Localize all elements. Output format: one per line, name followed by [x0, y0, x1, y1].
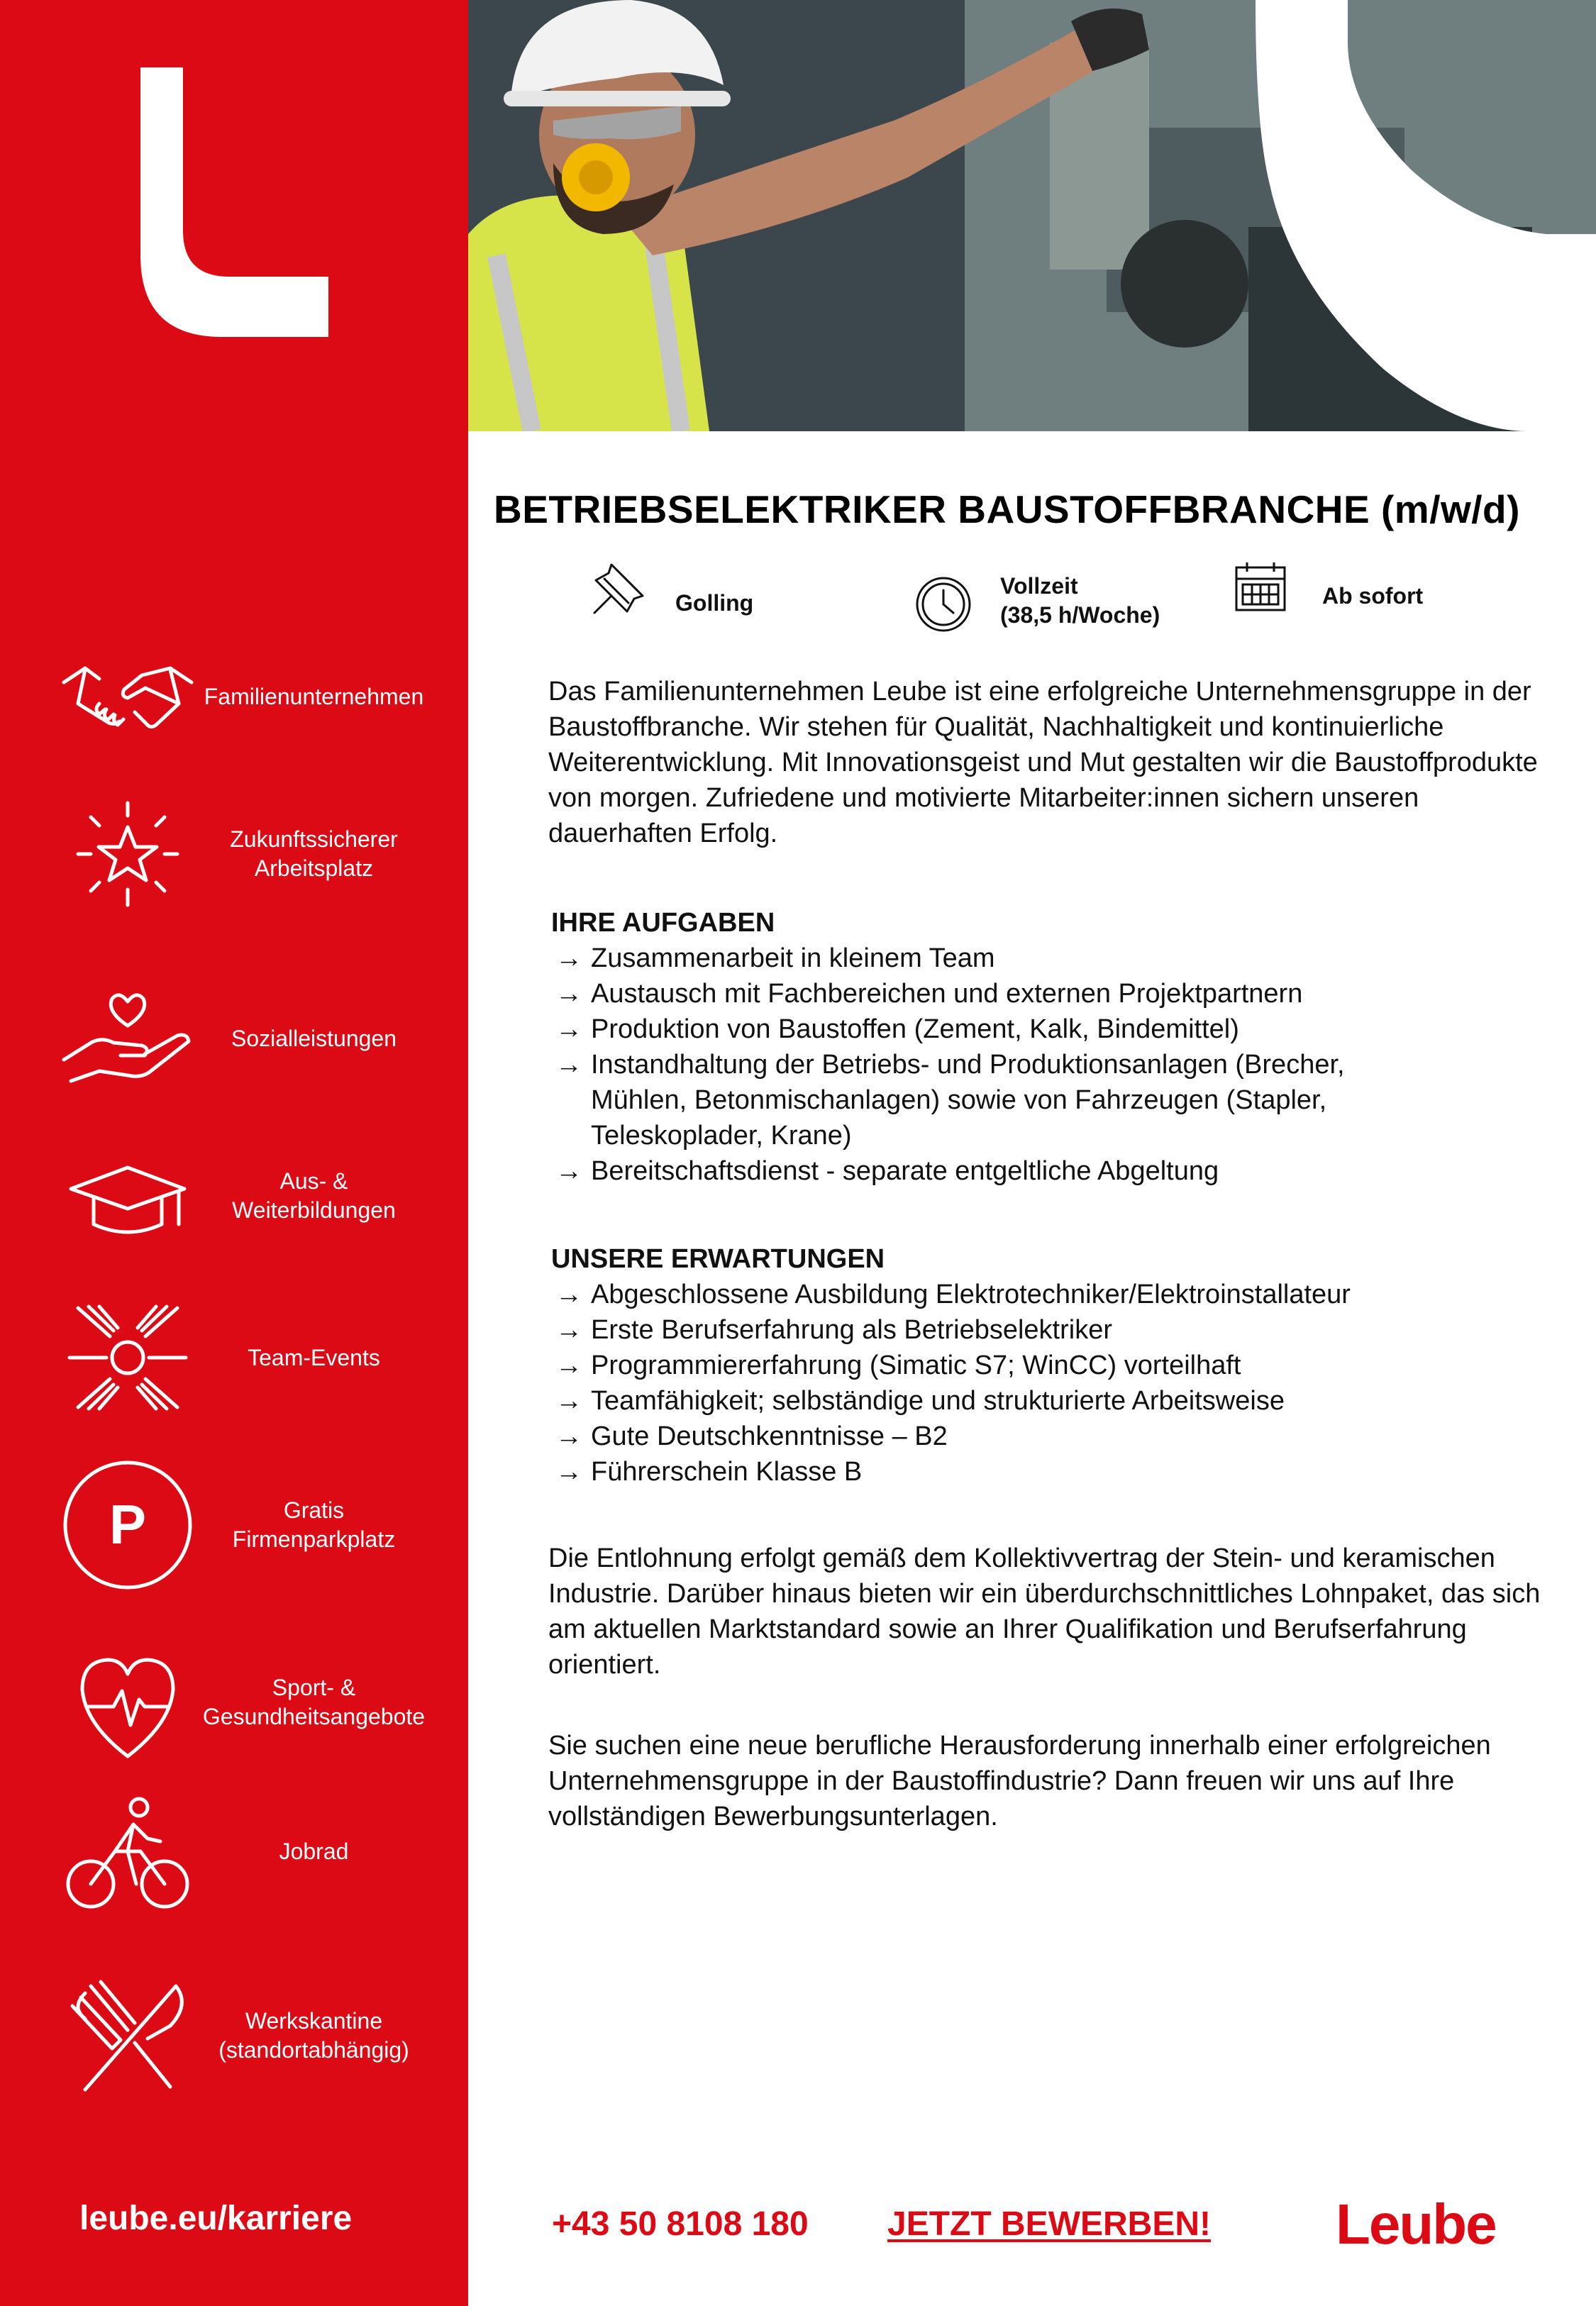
fork-knife-icon — [57, 1965, 199, 2107]
arrow-icon: → — [555, 1156, 582, 1186]
bicycle-icon — [57, 1780, 199, 1922]
arrow-icon: → — [555, 979, 582, 1009]
pushpin-icon — [590, 560, 647, 617]
benefit-label: Zukunftssicherer Arbeitsplatz — [230, 826, 398, 881]
list-item: → Austausch mit Fachbereichen und externen Projektpartnern — [551, 976, 1544, 1011]
list-item: → Abgeschlossene Ausbildung Elektrotechniker/Elektroinstallateur — [551, 1277, 1544, 1312]
benefit-label: Jobrad — [279, 1838, 349, 1864]
arrow-icon: → — [555, 1050, 582, 1080]
parking-glyph: P — [109, 1493, 147, 1556]
arrow-icon: → — [555, 1421, 582, 1451]
list-item: → Gute Deutschkenntnisse – B2 — [551, 1419, 1544, 1454]
graduation-cap-icon — [57, 1125, 199, 1267]
hours-text: Vollzeit (38,5 h/Woche) — [1000, 573, 1160, 628]
benefit-label: Aus- & Weiterbildungen — [232, 1168, 396, 1223]
list-item: → Führerschein Klasse B — [551, 1454, 1544, 1490]
intro-paragraph: Das Familienunternehmen Leube ist eine erfolgreiche Unternehmensgruppe in der Baustoffbranche. Wir stehen für Qualität, Nachhaltigkeit und kontinuierliche Weiterentwicklung. Mit Innovationsgeist und Mut gestalten wir die Baustoffprodukte von morgen. Zufriedene und motivierte Mitarbeiter:innen sichern unseren dauerhaften Erfolg. — [548, 677, 1538, 848]
list-item: → Zusammenarbeit in kleinem Team — [551, 941, 1544, 976]
list-item: → Instandhaltung der Betriebs- und Produktionsanlagen (Brecher, Mühlen, Betonmischanlagen) sowie von Fahrzeugen (Stapler, Teleskoplader, Krane) — [551, 1047, 1544, 1153]
team-hands-icon — [57, 1287, 199, 1429]
job-title: BETRIEBSELEKTRIKER BAUSTOFFBRANCHE (m/w/d) — [494, 487, 1520, 531]
tasks-heading: IHRE AUFGABEN — [551, 908, 775, 938]
list-item: → Programmiererfahrung (Simatic S7; WinCC) vorteilhaft — [551, 1348, 1544, 1383]
hero-photo — [468, 0, 1596, 431]
tasks-section — [551, 905, 1544, 1189]
arrow-icon: → — [555, 1280, 582, 1309]
phone-link[interactable]: +43 50 8108 180 — [552, 2205, 809, 2243]
arrow-icon: → — [555, 943, 582, 973]
list-item: → Produktion von Baustoffen (Zement, Kalk, Bindemittel) — [551, 1011, 1544, 1047]
benefit-familienunternehmen — [0, 626, 468, 767]
benefit-label: Familienunternehmen — [204, 683, 424, 709]
arrow-icon: → — [555, 1457, 582, 1487]
benefit-label: Sozialleistungen — [231, 1025, 397, 1051]
benefit-label: Gratis Firmenparkplatz — [232, 1497, 396, 1552]
benefit-label: Sport- & Gesundheitsangebote — [202, 1675, 426, 1729]
benefit-team-events — [0, 1287, 468, 1429]
benefit-werkskantine — [0, 1965, 468, 2107]
calendar-icon — [1234, 560, 1287, 613]
leube-wordmark: Leube — [1336, 2193, 1496, 2256]
worker-illustration — [468, 0, 1596, 431]
tasks-list — [551, 941, 1544, 1189]
expectations-section — [551, 1241, 1544, 1490]
arrow-icon: → — [555, 1014, 582, 1044]
heartbeat-icon — [57, 1631, 199, 1773]
benefit-label: Werkskantine (standortabhängig) — [218, 2008, 409, 2063]
benefit-arbeitsplatz — [0, 783, 468, 925]
list-item: → Erste Berufserfahrung als Betriebselektriker — [551, 1312, 1544, 1348]
expectations-list — [551, 1277, 1544, 1490]
sidebar — [0, 0, 468, 2306]
star-icon — [57, 783, 199, 925]
benefit-sozialleistungen — [0, 968, 468, 1109]
location-text: Golling — [675, 590, 754, 616]
leube-l-logo — [140, 67, 328, 337]
salary-paragraph: Die Entlohnung erfolgt gemäß dem Kollektivvertrag der Stein- und keramischen Industrie. Darüber hinaus bieten wir ein überdurchschnittliches Lohnpaket, das sich am aktuellen Marktstandard sowie an Ihrer Qualifikation und Berufserfahrung orientiert. — [548, 1543, 1541, 1680]
benefit-label: Team-Events — [248, 1344, 380, 1370]
career-url[interactable]: leube.eu/karriere — [79, 2200, 353, 2237]
benefit-weiterbildungen — [0, 1125, 468, 1267]
meta-hours — [912, 560, 1210, 638]
handshake-icon — [57, 626, 199, 767]
heart-hand-icon — [57, 968, 199, 1109]
arrow-icon: → — [555, 1351, 582, 1380]
meta-start — [1234, 560, 1504, 638]
parking-icon — [57, 1454, 199, 1596]
meta-location — [590, 560, 860, 638]
benefit-gesundheit — [0, 1631, 468, 1773]
start-text: Ab sofort — [1322, 583, 1424, 609]
arrow-icon: → — [555, 1315, 582, 1345]
benefit-jobrad — [0, 1780, 468, 1922]
list-item: → Teamfähigkeit; selbständige und strukturierte Arbeitsweise — [551, 1383, 1544, 1419]
apply-now-link[interactable]: JETZT BEWERBEN! — [887, 2205, 1211, 2243]
expectations-heading: UNSERE ERWARTUNGEN — [551, 1244, 885, 1274]
arrow-icon: → — [555, 1386, 582, 1416]
closing-paragraph: Sie suchen eine neue berufliche Herausforderung innerhalb einer erfolgreichen Unternehmensgruppe in der Baustoffindustrie? Dann freuen wir uns auf Ihre vollständigen Bewerbungsunterlagen. — [548, 1731, 1491, 1831]
benefit-parkplatz — [0, 1454, 468, 1596]
list-item: → Bereitschaftsdienst - separate entgeltliche Abgeltung — [551, 1153, 1544, 1189]
clock-icon — [915, 576, 972, 633]
